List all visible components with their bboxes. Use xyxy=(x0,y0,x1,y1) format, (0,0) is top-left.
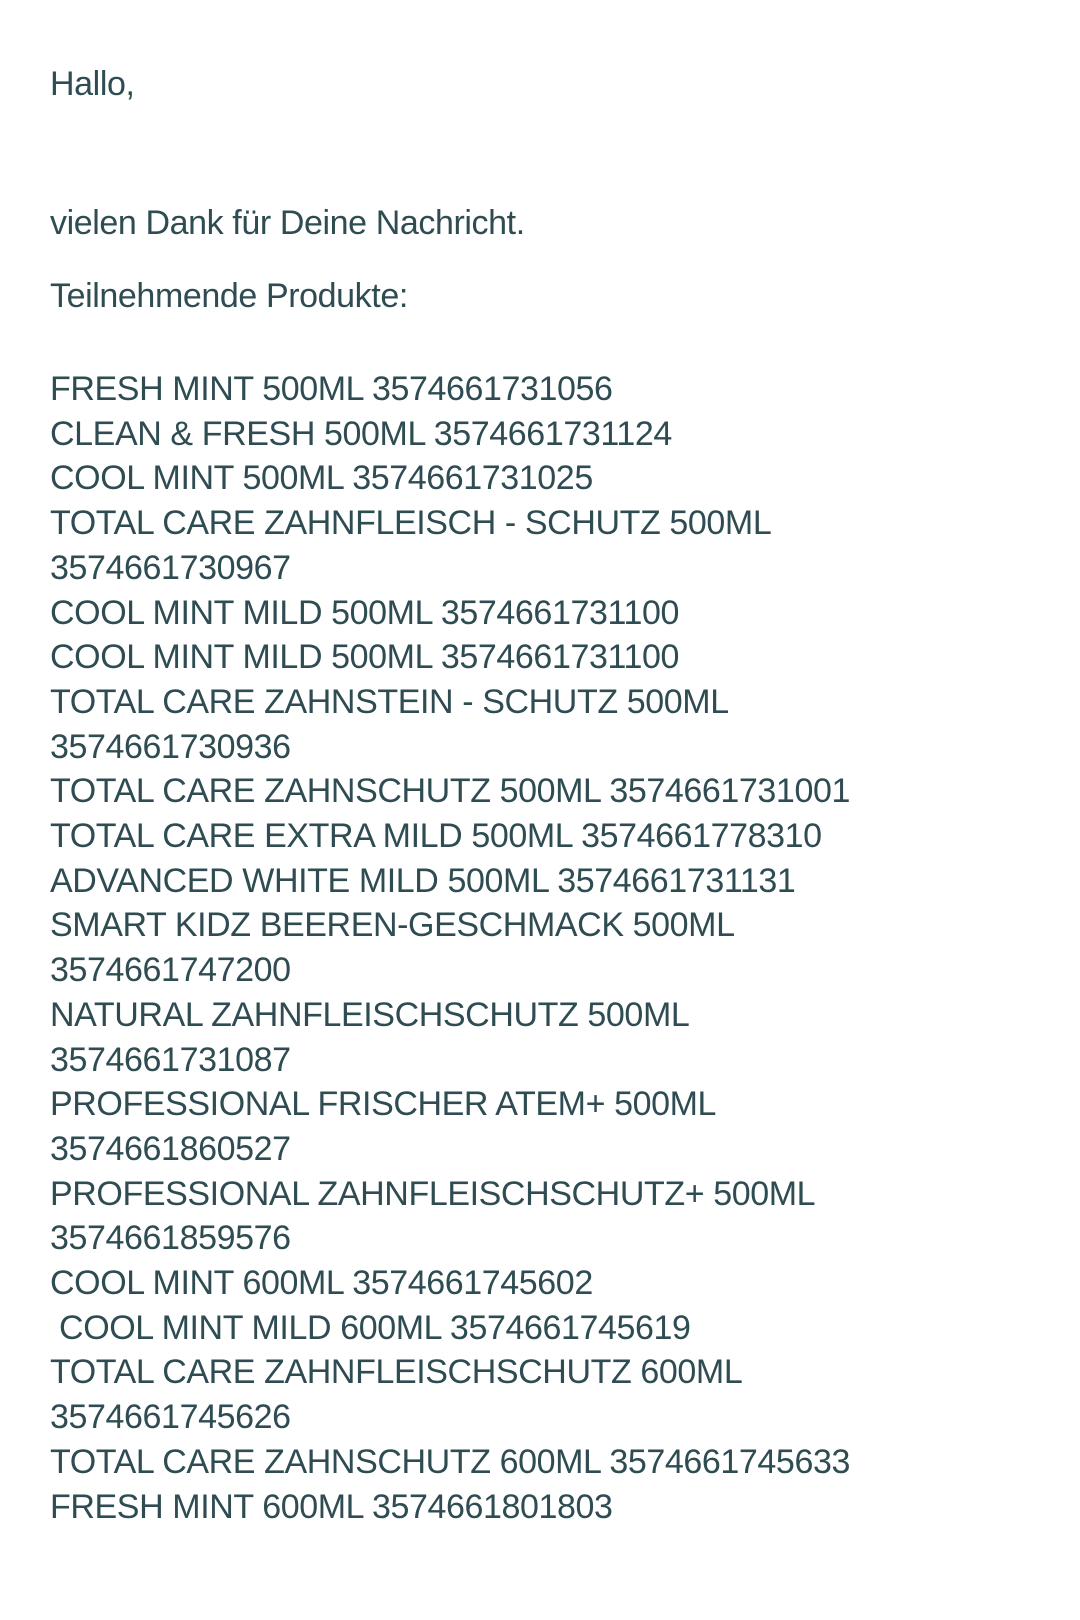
product-line: 3574661730936 xyxy=(50,727,291,766)
product-line: COOL MINT MILD 500ML 3574661731100 xyxy=(50,638,679,677)
intro-text: vielen Dank für Deine Nachricht. xyxy=(50,204,525,242)
product-line: PROFESSIONAL ZAHNFLEISCHSCHUTZ+ 500ML xyxy=(50,1174,816,1213)
product-line: PROFESSIONAL FRISCHER ATEM+ 500ML xyxy=(50,1085,717,1124)
product-line: COOL MINT MILD 600ML 3574661745619 xyxy=(50,1308,691,1347)
product-line: FRESH MINT 500ML 3574661731056 xyxy=(50,370,613,408)
product-line: 3574661859576 xyxy=(50,1219,291,1258)
product-list-title: Teilnehmende Produkte: xyxy=(50,277,408,315)
product-line: TOTAL CARE ZAHNSCHUTZ 600ML 3574661745633 xyxy=(50,1442,850,1481)
product-line: COOL MINT MILD 500ML 3574661731100 xyxy=(50,593,679,632)
product-line: TOTAL CARE ZAHNSTEIN - SCHUTZ 500ML xyxy=(50,682,729,721)
product-line: CLEAN & FRESH 500ML 3574661731124 xyxy=(50,414,672,453)
product-line: TOTAL CARE ZAHNSCHUTZ 500ML 3574661731001 xyxy=(50,772,850,811)
product-line: COOL MINT 600ML 3574661745602 xyxy=(50,1264,593,1303)
product-line: FRESH MINT 600ML 3574661801803 xyxy=(50,1487,613,1526)
product-line: NATURAL ZAHNFLEISCHSCHUTZ 500ML xyxy=(50,995,690,1034)
product-line: 3574661731087 xyxy=(50,1040,291,1079)
product-line: TOTAL CARE ZAHNFLEISCH - SCHUTZ 500ML xyxy=(50,504,772,543)
product-line: 3574661860527 xyxy=(50,1129,291,1168)
product-line: COOL MINT 500ML 3574661731025 xyxy=(50,459,593,498)
product-line: TOTAL CARE EXTRA MILD 500ML 3574661778310 xyxy=(50,817,822,856)
product-line: ADVANCED WHITE MILD 500ML 3574661731131 xyxy=(50,861,796,900)
product-line: 3574661745626 xyxy=(50,1398,291,1437)
greeting-text: Hallo, xyxy=(50,65,135,103)
product-line: 3574661730967 xyxy=(50,548,291,587)
product-line: SMART KIDZ BEEREN-GESCHMACK 500ML xyxy=(50,906,735,945)
product-line: 3574661747200 xyxy=(50,951,291,990)
product-list xyxy=(50,367,1040,1529)
product-line: TOTAL CARE ZAHNFLEISCHSCHUTZ 600ML xyxy=(50,1353,743,1392)
